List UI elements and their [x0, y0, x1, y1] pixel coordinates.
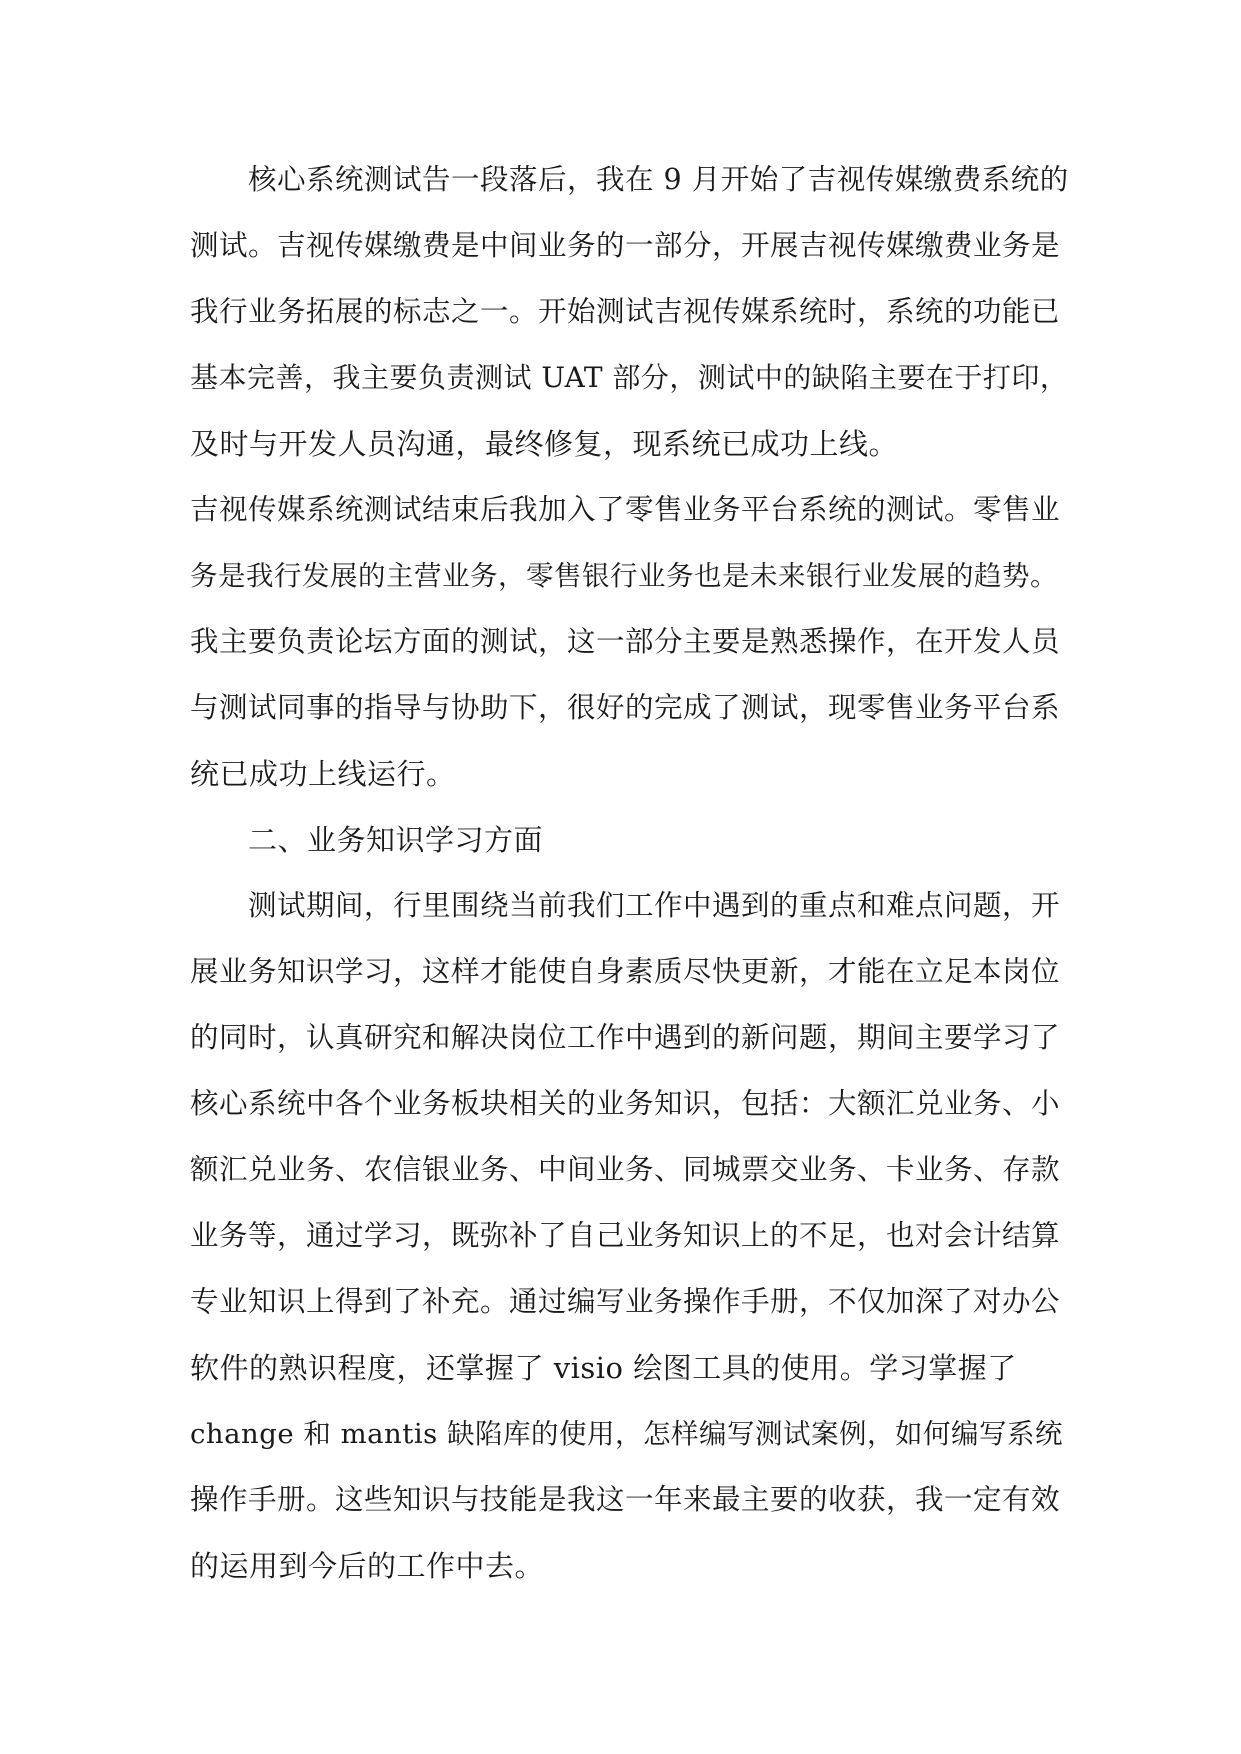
paragraph-line: change 和 mantis 缺陷库的使用，怎样编写测试案例，如何编写系统 — [190, 1418, 1063, 1450]
paragraph-line: 专业知识上得到了补充。通过编写业务操作手册，不仅加深了对办公 — [190, 1285, 1061, 1318]
paragraph-line: 吉视传媒系统测试结束后我加入了零售业务平台系统的测试。零售业 — [190, 493, 1061, 526]
paragraph-line: 我主要负责论坛方面的测试，这一部分主要是熟悉操作，在开发人员 — [190, 625, 1061, 658]
paragraph-line: 核心系统中各个业务板块相关的业务知识，包括：大额汇兑业务、小 — [190, 1087, 1061, 1120]
paragraph-line: 软件的熟识程度，还掌握了 visio 绘图工具的使用。学习掌握了 — [190, 1351, 1017, 1385]
paragraph-line: 额汇兑业务、农信银业务、中间业务、同城票交业务、卡业务、存款 — [190, 1153, 1061, 1186]
paragraph-line: 与测试同事的指导与协助下，很好的完成了测试，现零售业务平台系 — [190, 691, 1061, 724]
paragraph-line: 测试期间，行里围绕当前我们工作中遇到的重点和难点问题，开 — [248, 889, 1061, 922]
paragraph-line: 展业务知识学习，这样才能使自身素质尽快更新，才能在立足本岗位 — [190, 955, 1061, 988]
paragraph-line: 的同时，认真研究和解决岗位工作中遇到的新问题，期间主要学习了 — [190, 1021, 1061, 1054]
paragraph-line: 我行业务拓展的标志之一。开始测试吉视传媒系统时，系统的功能已 — [190, 295, 1061, 328]
paragraph-line: 基本完善，我主要负责测试 UAT 部分，测试中的缺陷主要在于打印， — [190, 361, 1069, 394]
paragraph-line: 及时与开发人员沟通，最终修复，现系统已成功上线。 — [190, 427, 899, 461]
section-heading: 二、业务知识学习方面 — [248, 823, 544, 857]
paragraph-line: 测试。吉视传媒缴费是中间业务的一部分，开展吉视传媒缴费业务是 — [190, 229, 1061, 262]
paragraph-line: 务是我行发展的主营业务，零售银行业务也是未来银行业发展的趋势。 — [190, 560, 1058, 592]
paragraph-line: 统已成功上线运行。 — [190, 757, 456, 791]
paragraph-line: 的运用到今后的工作中去。 — [190, 1549, 545, 1583]
paragraph-line: 核心系统测试告一段落后，我在 9 月开始了吉视传媒缴费系统的 — [248, 163, 1069, 196]
paragraph-line: 业务等，通过学习，既弥补了自己业务知识上的不足，也对会计结算 — [190, 1219, 1061, 1252]
paragraph-line: 操作手册。这些知识与技能是我这一年来最主要的收获，我一定有效 — [190, 1483, 1061, 1516]
